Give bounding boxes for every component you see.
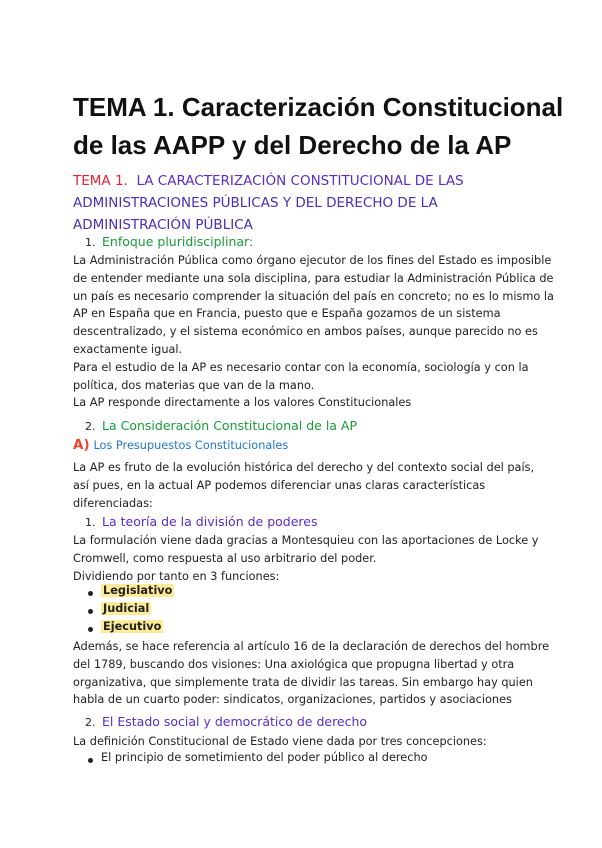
bullet-ejecutivo xyxy=(101,620,163,633)
bullet-dot xyxy=(88,609,93,614)
bullet-dot xyxy=(88,758,93,763)
bullet-dot xyxy=(88,591,93,596)
bullet-legislativo xyxy=(101,584,174,597)
title-line-2: de las AAPP y del Derecho de la AP xyxy=(73,130,512,160)
chapter-heading-line-2: ADMINISTRACIONES PÚBLICAS Y DEL DERECHO DE LA xyxy=(73,195,438,211)
section-1-number: 1. xyxy=(85,236,96,249)
text-line: Además, se hace referencia al artículo 16 de la declaración de derechos del hombre xyxy=(73,640,550,653)
subsection-a-label: Los Presupuestos Constitucionales xyxy=(93,439,289,452)
chapter-title-part-1: LA CARACTERIZACIÓN CONSTITUCIONAL DE LAS xyxy=(136,173,464,189)
page-title xyxy=(73,88,573,164)
text-line: exactamente igual. xyxy=(73,342,183,356)
text-line: La formulación viene dada gracias a Montesquieu con las aportaciones de Locke y xyxy=(73,534,539,547)
chapter-prefix: TEMA 1. xyxy=(73,173,128,189)
bullet-dot xyxy=(88,627,93,632)
highlighted-term: Ejecutivo xyxy=(103,620,162,633)
subsection-2-paragraph-1 xyxy=(73,733,543,751)
subsection-2-heading: El Estado social y democrático de derecho xyxy=(102,714,368,729)
section-1-paragraph-1 xyxy=(73,252,554,412)
text-line: AP en España que en Francia, puesto que e España gozamos de un sistema xyxy=(73,307,501,321)
subsection-1-heading: La teoría de la división de poderes xyxy=(102,514,318,529)
subsection-a-letter: A) xyxy=(73,437,90,453)
text-line: La AP responde directamente a los valores Constitucionales xyxy=(73,396,412,410)
subsection-1-paragraph-1 xyxy=(73,532,543,585)
subsection-1-paragraph-2 xyxy=(73,638,550,709)
highlighted-term: Judicial xyxy=(103,602,150,615)
text-line: La definición Constitucional de Estado viene dada por tres concepciones: xyxy=(73,735,487,748)
text-line: de entender mediante una sola disciplina, para estudiar la Administración Pública de xyxy=(73,271,554,285)
section-2-heading: La Consideración Constitucional de la AP xyxy=(102,418,358,433)
text-line: política, dos materias que van de la mano. xyxy=(73,378,315,392)
text-line: un país es necesario comprender la situación del país en concreto; no es lo mismo la xyxy=(73,289,554,303)
chapter-heading-line-3: ADMINISTRACIÓN PÚBLICA xyxy=(73,217,253,233)
text-line: descentralizado, y el sistema económico en ambos países, aunque parecido no es xyxy=(73,325,538,339)
title-line-1: TEMA 1. Caracterización Constitucional xyxy=(73,92,564,122)
section-2-paragraph-1 xyxy=(73,459,543,512)
text-line: así pues, en la actual AP podemos diferenciar unas claras características xyxy=(73,478,486,492)
text-line: La AP es fruto de la evolución histórica del derecho y del contexto social del país, xyxy=(73,461,535,474)
subsection-a-heading xyxy=(73,437,288,453)
text-line: organizativa, que simplemente trata de dividir las tareas. Sin embargo hay quien xyxy=(73,675,533,689)
text-line: habla de un cuarto poder: sindicatos, organizaciones, partidos y asociaciones xyxy=(73,693,512,707)
text-line: Para el estudio de la AP es necesario contar con la economía, sociología y con la xyxy=(73,360,529,374)
text-line: La Administración Pública como órgano ejecutor de los fines del Estado es imposible xyxy=(73,254,552,267)
text-line: diferenciadas: xyxy=(73,496,153,510)
text-line: Dividiendo por tanto en 3 funciones: xyxy=(73,569,280,583)
section-1-heading: Enfoque pluridisciplinar: xyxy=(102,234,254,249)
text-line: del 1789, buscando dos visiones: Una axiológica que propugna libertad y otra xyxy=(73,657,515,671)
subsection-2-number: 2. xyxy=(85,716,96,729)
subsection-1-number: 1. xyxy=(85,516,96,529)
chapter-heading xyxy=(73,170,553,236)
chapter-heading-line-1 xyxy=(73,170,553,192)
bullet-sometimiento: El principio de sometimiento del poder público al derecho xyxy=(101,751,428,764)
section-2-number: 2. xyxy=(85,420,96,433)
bullet-judicial xyxy=(101,602,151,615)
text-line: Cromwell, como respuesta al uso arbitrario del poder. xyxy=(73,551,377,565)
highlighted-term: Legislativo xyxy=(103,584,173,597)
